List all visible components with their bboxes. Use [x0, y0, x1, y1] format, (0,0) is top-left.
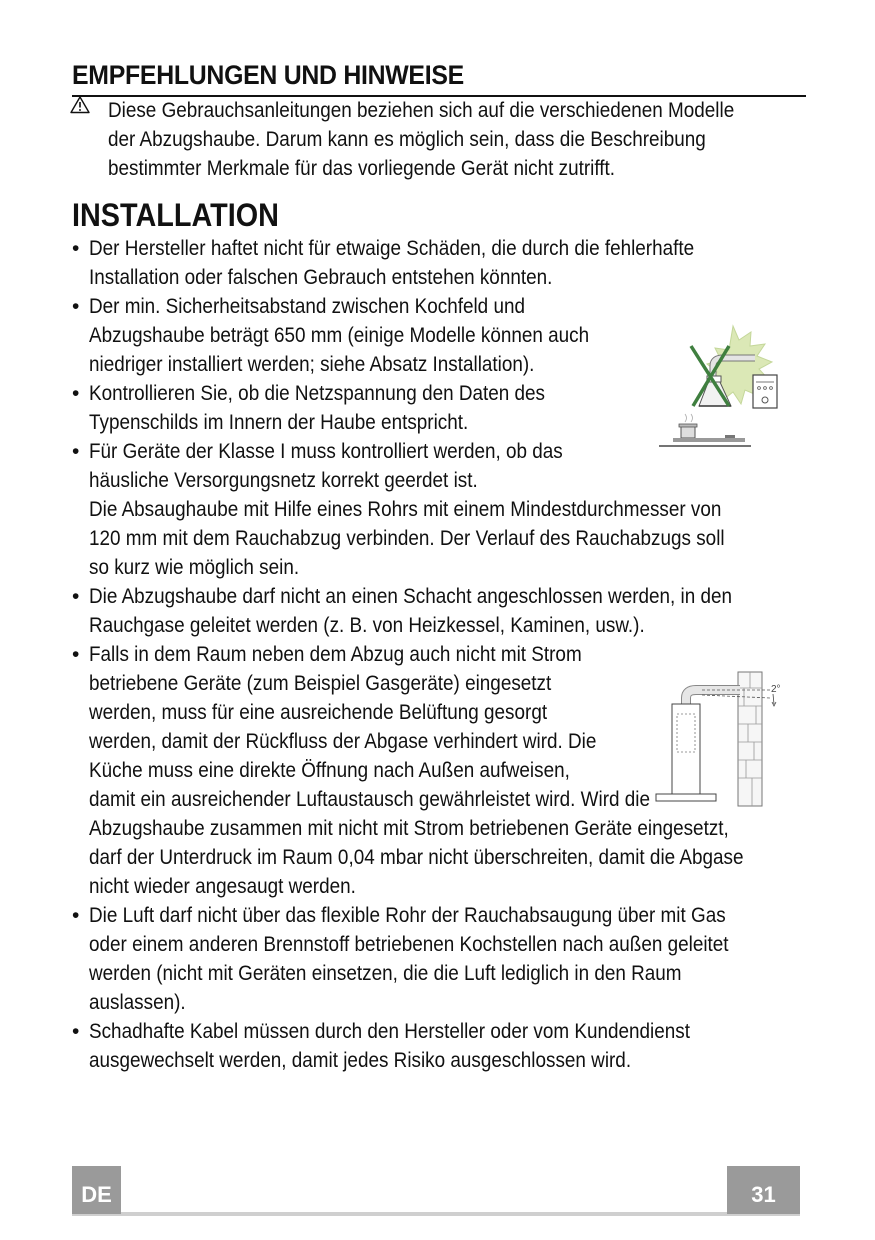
list-item-line: Die Luft darf nicht über das flexible Rohr der Rauchabsaugung über mit Gas — [89, 904, 726, 927]
list-item-line: darf der Unterdruck im Raum 0,04 mbar nicht überschreiten, damit die Abgase — [89, 846, 744, 869]
hood-boiler-warning-illustration — [655, 322, 780, 450]
list-item-line: werden (nicht mit Geräten einsetzen, die die Luft lediglich in den Raum — [89, 962, 682, 985]
duct-slope-illustration — [652, 668, 792, 814]
warning-note — [108, 96, 738, 183]
list-item — [72, 901, 832, 1017]
section-title-recommendations: EMPFEHLUNGEN UND HINWEISE — [72, 60, 464, 90]
list-item-line: Schadhafte Kabel müssen durch den Hersteller oder vom Kundendienst — [89, 1020, 690, 1043]
list-item — [72, 582, 832, 640]
list-item-line: Für Geräte der Klasse I muss kontrolliert werden, ob das — [89, 440, 563, 463]
list-item-line: Der min. Sicherheitsabstand zwischen Kochfeld und — [89, 295, 525, 318]
list-item-line: betriebene Geräte (zum Beispiel Gasgeräte) eingesetzt — [89, 672, 552, 695]
warning-line: der Abzugshaube. Darum kann es möglich sein, dass die Beschreibung — [108, 128, 706, 151]
bullet: • — [72, 643, 80, 666]
list-item-line: Installation oder falschen Gebrauch entstehen könnten. — [89, 266, 553, 289]
bullet: • — [72, 904, 80, 927]
list-item-line: werden, damit der Rückfluss der Abgase verhindert wird. Die — [89, 730, 597, 753]
list-item-line: 120 mm mit dem Rauchabzug verbinden. Der Verlauf des Rauchabzugs soll — [89, 527, 725, 550]
warning-line: bestimmter Merkmale für das vorliegende Gerät nicht zutrifft. — [108, 157, 616, 180]
bullet: • — [72, 382, 80, 405]
language-tab: DE — [72, 1166, 121, 1214]
warning-triangle-icon — [70, 96, 90, 114]
list-item-line: nicht wieder angesaugt werden. — [89, 875, 356, 898]
list-item-line: Rauchgase geleitet werden (z. B. von Heizkessel, Kaminen, usw.). — [89, 614, 645, 637]
list-item-line: niedriger installiert werden; siehe Absatz Installation). — [89, 353, 535, 376]
list-item-line: Die Absaughaube mit Hilfe eines Rohrs mit einem Mindestdurchmesser von — [89, 498, 722, 521]
list-item — [72, 1017, 832, 1075]
list-item-line: Falls in dem Raum neben dem Abzug auch nicht mit Strom — [89, 643, 582, 666]
warning-line: Diese Gebrauchsanleitungen beziehen sich auf die verschiedenen Modelle — [108, 99, 735, 122]
list-item-line: Küche muss eine direkte Öffnung nach Außen aufweisen, — [89, 759, 570, 782]
bullet: • — [72, 237, 80, 260]
list-item-line: werden, muss für eine ausreichende Belüftung gesorgt — [89, 701, 548, 724]
bullet: • — [72, 440, 80, 463]
section-title-installation: INSTALLATION — [72, 197, 279, 233]
list-item-line: Kontrollieren Sie, ob die Netzspannung den Daten des — [89, 382, 546, 405]
bullet: • — [72, 295, 80, 318]
list-item — [72, 437, 832, 582]
list-item-line: Typenschilds im Innern der Haube entspricht. — [89, 411, 469, 434]
list-item-line: damit ein ausreichender Luftaustausch gewährleistet wird. Wird die — [89, 788, 650, 811]
list-item-line: auslassen). — [89, 991, 186, 1014]
bullet: • — [72, 585, 80, 608]
list-item-line: ausgewechselt werden, damit jedes Risiko ausgeschlossen wird. — [89, 1049, 632, 1072]
list-item-line: häusliche Versorgungsnetz korrekt geerdet ist. — [89, 469, 478, 492]
list-item-line: Die Abzugshaube darf nicht an einen Schacht angeschlossen werden, in den — [89, 585, 733, 608]
bullet: • — [72, 1020, 80, 1043]
list-item-line: so kurz wie möglich sein. — [89, 556, 300, 579]
duct-angle-label: 2° — [771, 684, 781, 695]
list-item — [72, 234, 832, 292]
list-item-line: oder einem anderen Brennstoff betriebenen Kochstellen nach außen geleitet — [89, 933, 729, 956]
list-item-line: Abzugshaube beträgt 650 mm (einige Modelle können auch — [89, 324, 590, 347]
footer-rule — [72, 1212, 800, 1216]
list-item-line: Der Hersteller haftet nicht für etwaige Schäden, die durch die fehlerhafte — [89, 237, 695, 260]
list-item-line: Abzugshaube zusammen mit nicht mit Strom betriebenen Geräte eingesetzt, — [89, 817, 729, 840]
page-number: 31 — [727, 1166, 800, 1214]
